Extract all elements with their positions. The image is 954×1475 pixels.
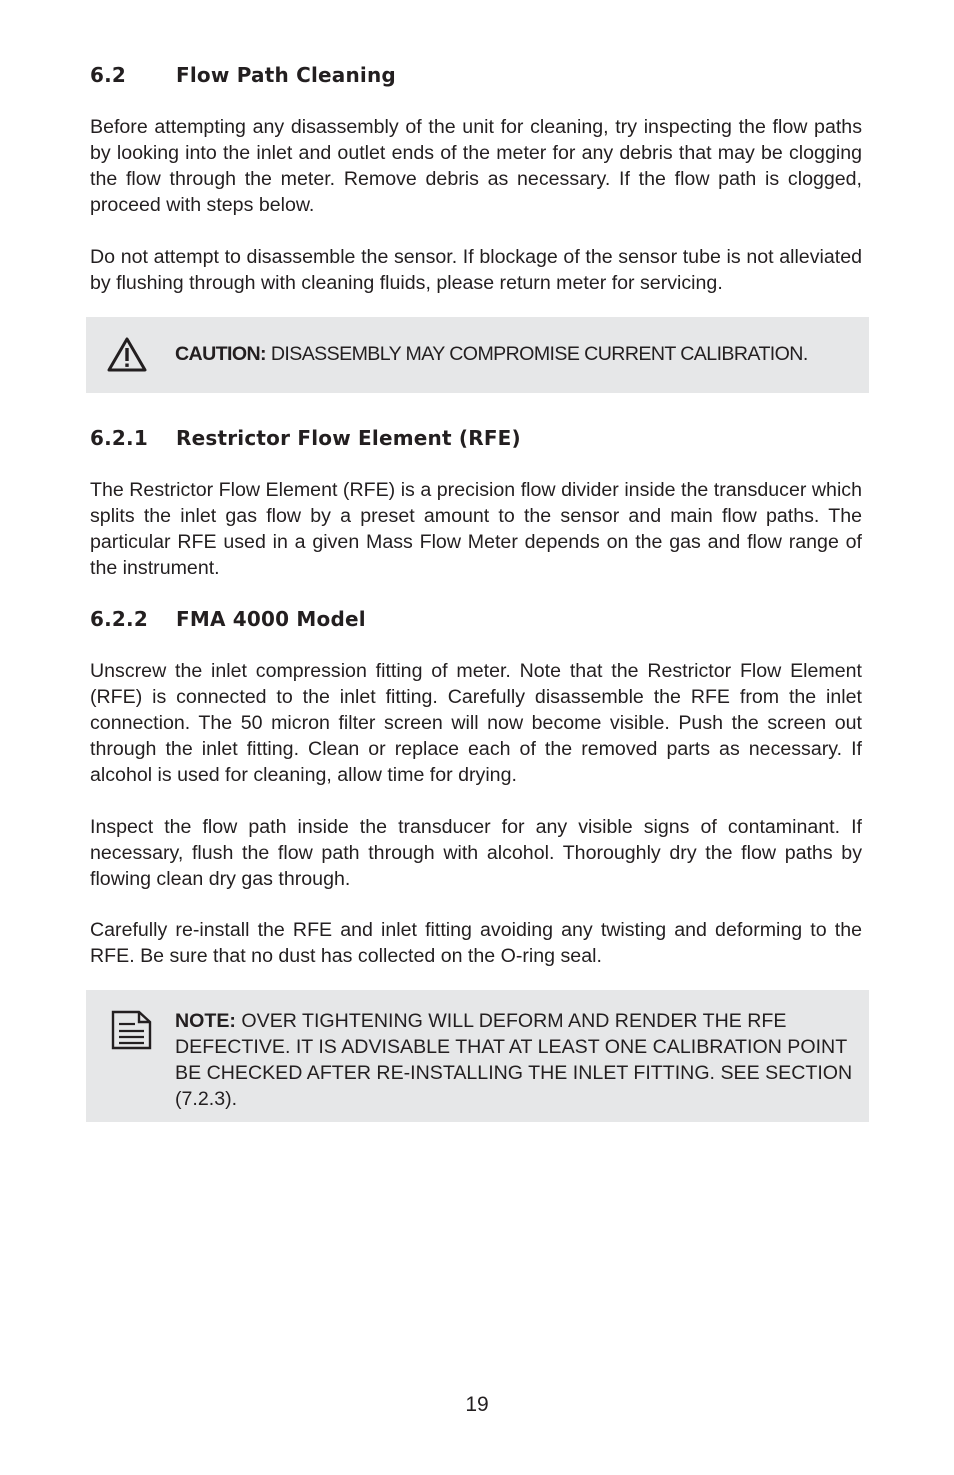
paragraph: Do not attempt to disassemble the sensor. If blockage of the sensor tube is not alleviated by flushing through with cleaning fluids, please return meter for servicing. (90, 246, 862, 294)
section-heading-6-2-2 (90, 607, 366, 631)
paragraph: Carefully re-install the RFE and inlet fitting avoiding any twisting and deforming to the RFE. Be sure that no dust has collected on the O-ring seal. (90, 919, 862, 967)
page-number: 19 (465, 1393, 489, 1416)
section-title: Restrictor Flow Element (RFE) (176, 426, 521, 450)
caution-box (86, 317, 869, 393)
paragraph: Before attempting any disassembly of the unit for cleaning, try inspecting the flow paths by looking into the inlet and outlet ends of the meter for any debris that may be clogging the flow through the meter. Remove debris as necessary. If the flow path is clogged, proceed with steps below. (90, 116, 862, 216)
paragraph: The Restrictor Flow Element (RFE) is a precision flow divider inside the transducer which splits the inlet gas flow by a preset amount to the sensor and main flow paths. The particular RFE used in a given Mass Flow Meter depends on the gas and flow range of the instrument. (90, 479, 862, 579)
paragraph: Inspect the flow path inside the transducer for any visible signs of contaminant. If necessary, flush the flow path through with alcohol. Thoroughly dry the flow paths by flowing clean dry gas through. (90, 816, 862, 890)
section-title: FMA 4000 Model (176, 607, 366, 631)
section-heading-6-2 (90, 63, 396, 87)
paragraph: Unscrew the inlet compression fitting of meter. Note that the Restrictor Flow Element (RFE) is connected to the inlet fitting. Carefully disassemble the RFE from the inlet connection. The 50 micron filter screen will now become visible. Push the screen out through the inlet fitting. Clean or replace each of the removed parts as necessary. If alcohol is used for cleaning, allow time for drying. (90, 660, 862, 786)
note-label: NOTE: (175, 1010, 236, 1032)
caution-message: DISASSEMBLY MAY COMPROMISE CURRENT CALIBRATION. (265, 343, 808, 365)
caution-label: CAUTION: (175, 343, 266, 365)
section-number: 6.2.2 (90, 607, 148, 631)
section-title: Flow Path Cleaning (176, 63, 396, 87)
note-document-icon (111, 1010, 152, 1050)
section-heading-6-2-1 (90, 426, 521, 450)
section-number: 6.2.1 (90, 426, 148, 450)
note-message: OVER TIGHTENING WILL DEFORM AND RENDER THE RFE DEFECTIVE. IT IS ADVISABLE THAT AT LEAST ONE CALIBRATION POINT BE CHECKED AFTER RE-INSTALLING THE INLET FITTING. SEE SECTION (7.2.3). (175, 1010, 853, 1110)
note-box (86, 990, 869, 1122)
caution-text (175, 341, 865, 367)
warning-triangle-icon (107, 337, 147, 372)
section-number: 6.2 (90, 63, 127, 87)
note-text (175, 1008, 860, 1112)
